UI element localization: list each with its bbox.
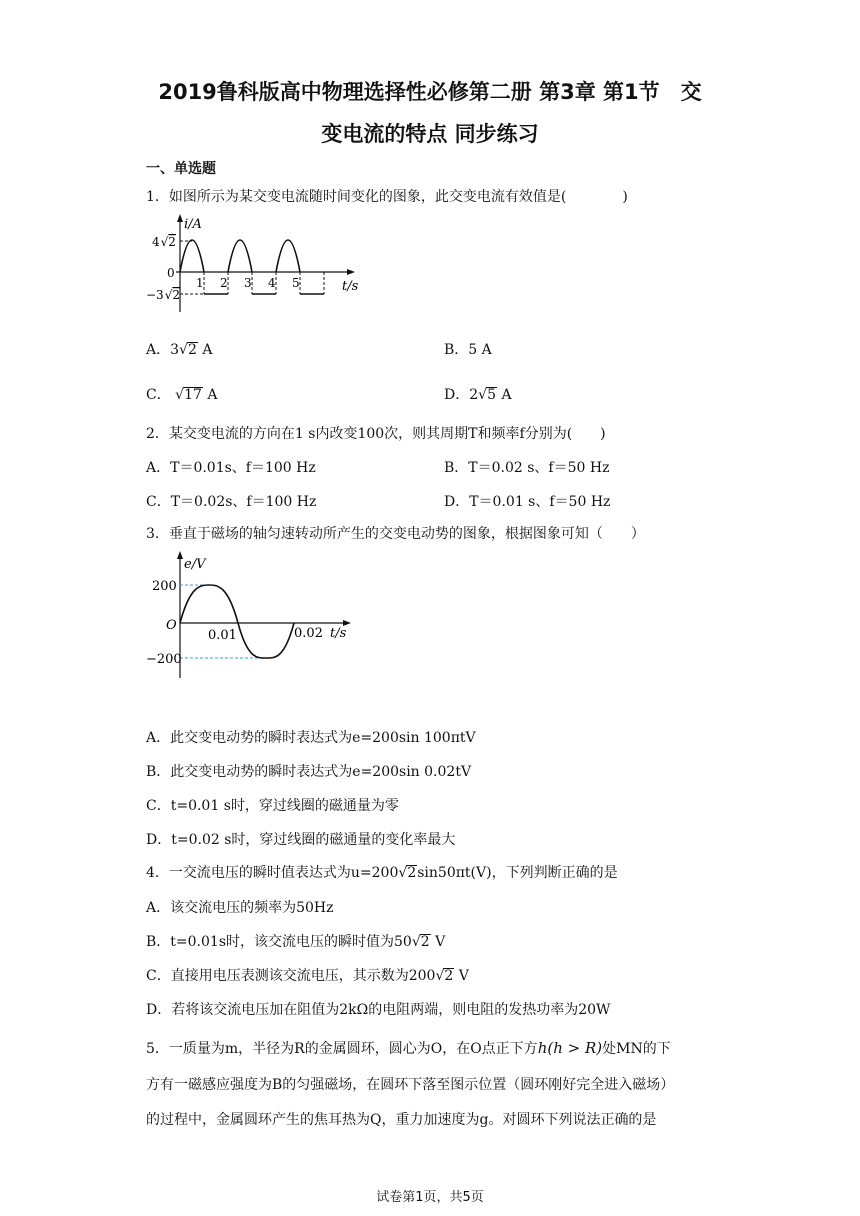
q4-option-b: B．t=0.01s时，该交流电压的瞬时值为50√2 V	[146, 934, 446, 950]
q3-option-c: C．t=0.01 s时，穿过线圈的磁通量为零	[146, 798, 399, 814]
q5-line-2: 方有一磁感应强度为B的匀强磁场，在圆环下落至图示位置（圆环刚好完全进入磁场）	[146, 1077, 675, 1093]
q1-option-d: D．2√5 A	[444, 387, 512, 403]
q1-figure	[146, 210, 366, 324]
q2-option-c: C．T＝0.02s、f＝100 Hz	[146, 494, 317, 510]
q2-stem: 2．某交变电流的方向在1 s内改变100次，则其周期T和频率f分别为( )	[146, 426, 606, 442]
title-line-2: 变电流的特点 同步练习	[321, 122, 539, 146]
q3-tick-002: 0.02	[294, 626, 323, 641]
q3-ylabel: e/V	[184, 557, 206, 572]
q3-tick-001: 0.01	[208, 628, 237, 643]
q3-option-b: B．此交变电动势的瞬时表达式为e=200sin 0.02tV	[146, 764, 472, 780]
q1-tick-5: 5	[292, 276, 300, 290]
q3-top-label: 200	[152, 579, 177, 594]
q5-line-3: 的过程中，金属圆环产生的焦耳热为Q，重力加速度为g。对圆环下列说法正确的是	[146, 1112, 657, 1128]
q2-option-b: B．T＝0.02 s、f＝50 Hz	[444, 460, 610, 476]
q4-option-a: A．该交流电压的频率为50Hz	[146, 900, 334, 916]
q5-line-1: 5．一质量为m，半径为R的金属圆环，圆心为O，在O点正下方h(h > R)处MN的下	[146, 1039, 671, 1057]
title-line-1: 2019鲁科版高中物理选择性必修第二册 第3章 第1节 交	[158, 80, 702, 104]
q1-tick-2: 2	[220, 276, 228, 290]
q1-pos-label: 4√2	[152, 235, 176, 249]
q1-tick-4: 4	[268, 276, 276, 290]
q1-tick-3: 3	[244, 276, 252, 290]
q1-option-a: A．3√2 A	[146, 342, 213, 358]
q1-option-b: B．5 A	[444, 342, 492, 358]
q3-xlabel: t/s	[330, 626, 347, 641]
q2-option-d: D．T＝0.01 s、f＝50 Hz	[444, 494, 611, 510]
section-heading: 一、单选题	[146, 161, 216, 177]
q3-option-d: D．t=0.02 s时，穿过线圈的磁通量的变化率最大	[146, 832, 456, 848]
q1-neg-label: −3√2	[146, 288, 180, 302]
q4-option-c: C．直接用电压表测该交流电压，其示数为200√2 V	[146, 968, 469, 984]
q2-option-a: A．T＝0.01s、f＝100 Hz	[146, 460, 316, 476]
q3-stem: 3．垂直于磁场的轴匀速转动所产生的交变电动势的图象，根据图象可知（ ）	[146, 526, 645, 542]
q1-xlabel: t/s	[342, 279, 359, 294]
q3-bottom-label: −200	[146, 652, 182, 667]
q4-stem: 4．一交流电压的瞬时值表达式为u=200√2sin50πt(V)，下列判断正确的是	[146, 865, 618, 881]
q1-zero-label: 0	[167, 266, 175, 280]
q3-origin-label: O	[166, 618, 177, 633]
q1-stem: 1．如图所示为某交变电流随时间变化的图象，此交变电流有效值是( )	[146, 189, 628, 205]
page-footer: 试卷第1页，共5页	[376, 1190, 484, 1205]
q3-figure	[146, 546, 366, 685]
q4-option-d: D．若将该交流电压加在阻值为2kΩ的电阻两端，则电阻的发热功率为20W	[146, 1002, 611, 1018]
q1-option-c: C． √17 A	[146, 387, 218, 403]
q1-tick-1: 1	[196, 276, 204, 290]
q1-ylabel: i/A	[184, 217, 202, 232]
q3-option-a: A．此交变电动势的瞬时表达式为e=200sin 100πtV	[146, 730, 476, 746]
